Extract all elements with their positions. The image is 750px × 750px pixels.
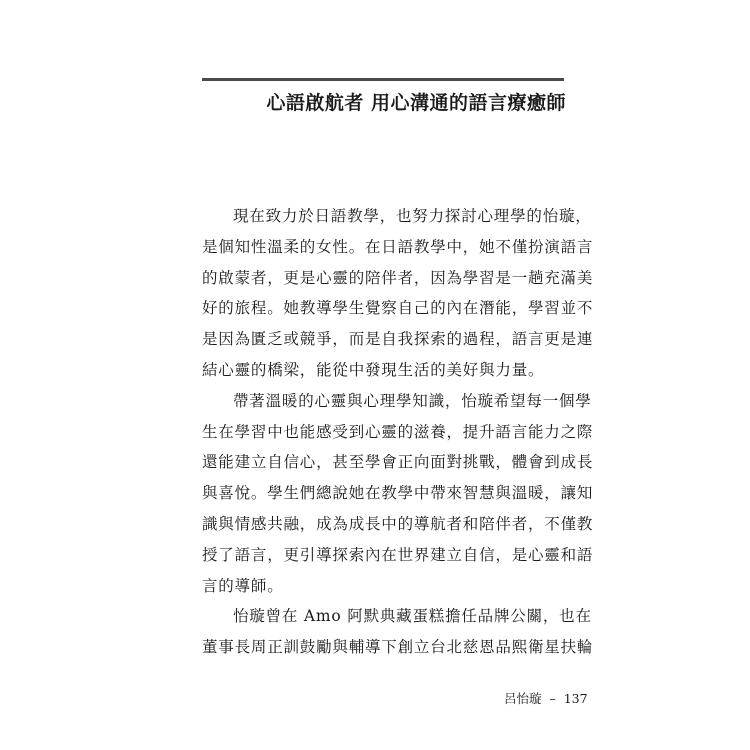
- paragraph: [202, 201, 594, 386]
- text-line: 怡璇曾在 Amo 阿默典藏蛋糕擔任品牌公關，也在: [233, 607, 592, 626]
- text-line: 還能建立自信心，甚至學會正向面對挑戰，體會到成長: [202, 453, 594, 472]
- text-line: 授了語言，更引導探索內在世界建立自信，是心靈和語: [202, 545, 594, 564]
- title-rule: [202, 78, 564, 81]
- text-line: 與喜悅。學生們總說她在教學中帶來智慧與溫暖，讓知: [202, 484, 594, 503]
- footer-separator: –: [549, 691, 556, 706]
- text-line: 結心靈的橋梁，能從中發現生活的美好與力量。: [202, 360, 545, 379]
- text-line: 言的導師。: [202, 576, 284, 595]
- page-number: 137: [563, 691, 588, 706]
- text-line: 識與情感共融，成為成長中的導航者和陪伴者，不僅教: [202, 514, 594, 533]
- text-line: 好的旅程。她教導學生覺察自己的內在潛能，學習並不: [202, 299, 594, 318]
- paragraph: [202, 601, 594, 663]
- body-text: [202, 201, 594, 663]
- text-line: 是因為匱乏或競爭，而是自我探索的過程，語言更是連: [202, 330, 594, 349]
- text-line: 生在學習中也能感受到心靈的滋養，提升語言能力之際: [202, 422, 594, 441]
- text-line: 是個知性溫柔的女性。在日語教學中，她不僅扮演語言: [202, 237, 594, 256]
- page-footer: [500, 689, 588, 707]
- text-line: 的啟蒙者，更是心靈的陪伴者，因為學習是一趟充滿美: [202, 268, 594, 287]
- text-line: 現在致力於日語教學，也努力探討心理學的怡璇，: [233, 207, 592, 225]
- text-line: 董事長周正訓鼓勵與輔導下創立台北慈恩品熙衛星扶輪: [202, 638, 594, 657]
- paragraph: [202, 386, 594, 602]
- chapter-title: 心語啟航者 用心溝通的語言療癒師: [266, 92, 566, 114]
- footer-author: 呂怡璇: [504, 691, 542, 706]
- text-line: 帶著溫暖的心靈與心理學知識，怡璇希望每一個學: [233, 391, 592, 410]
